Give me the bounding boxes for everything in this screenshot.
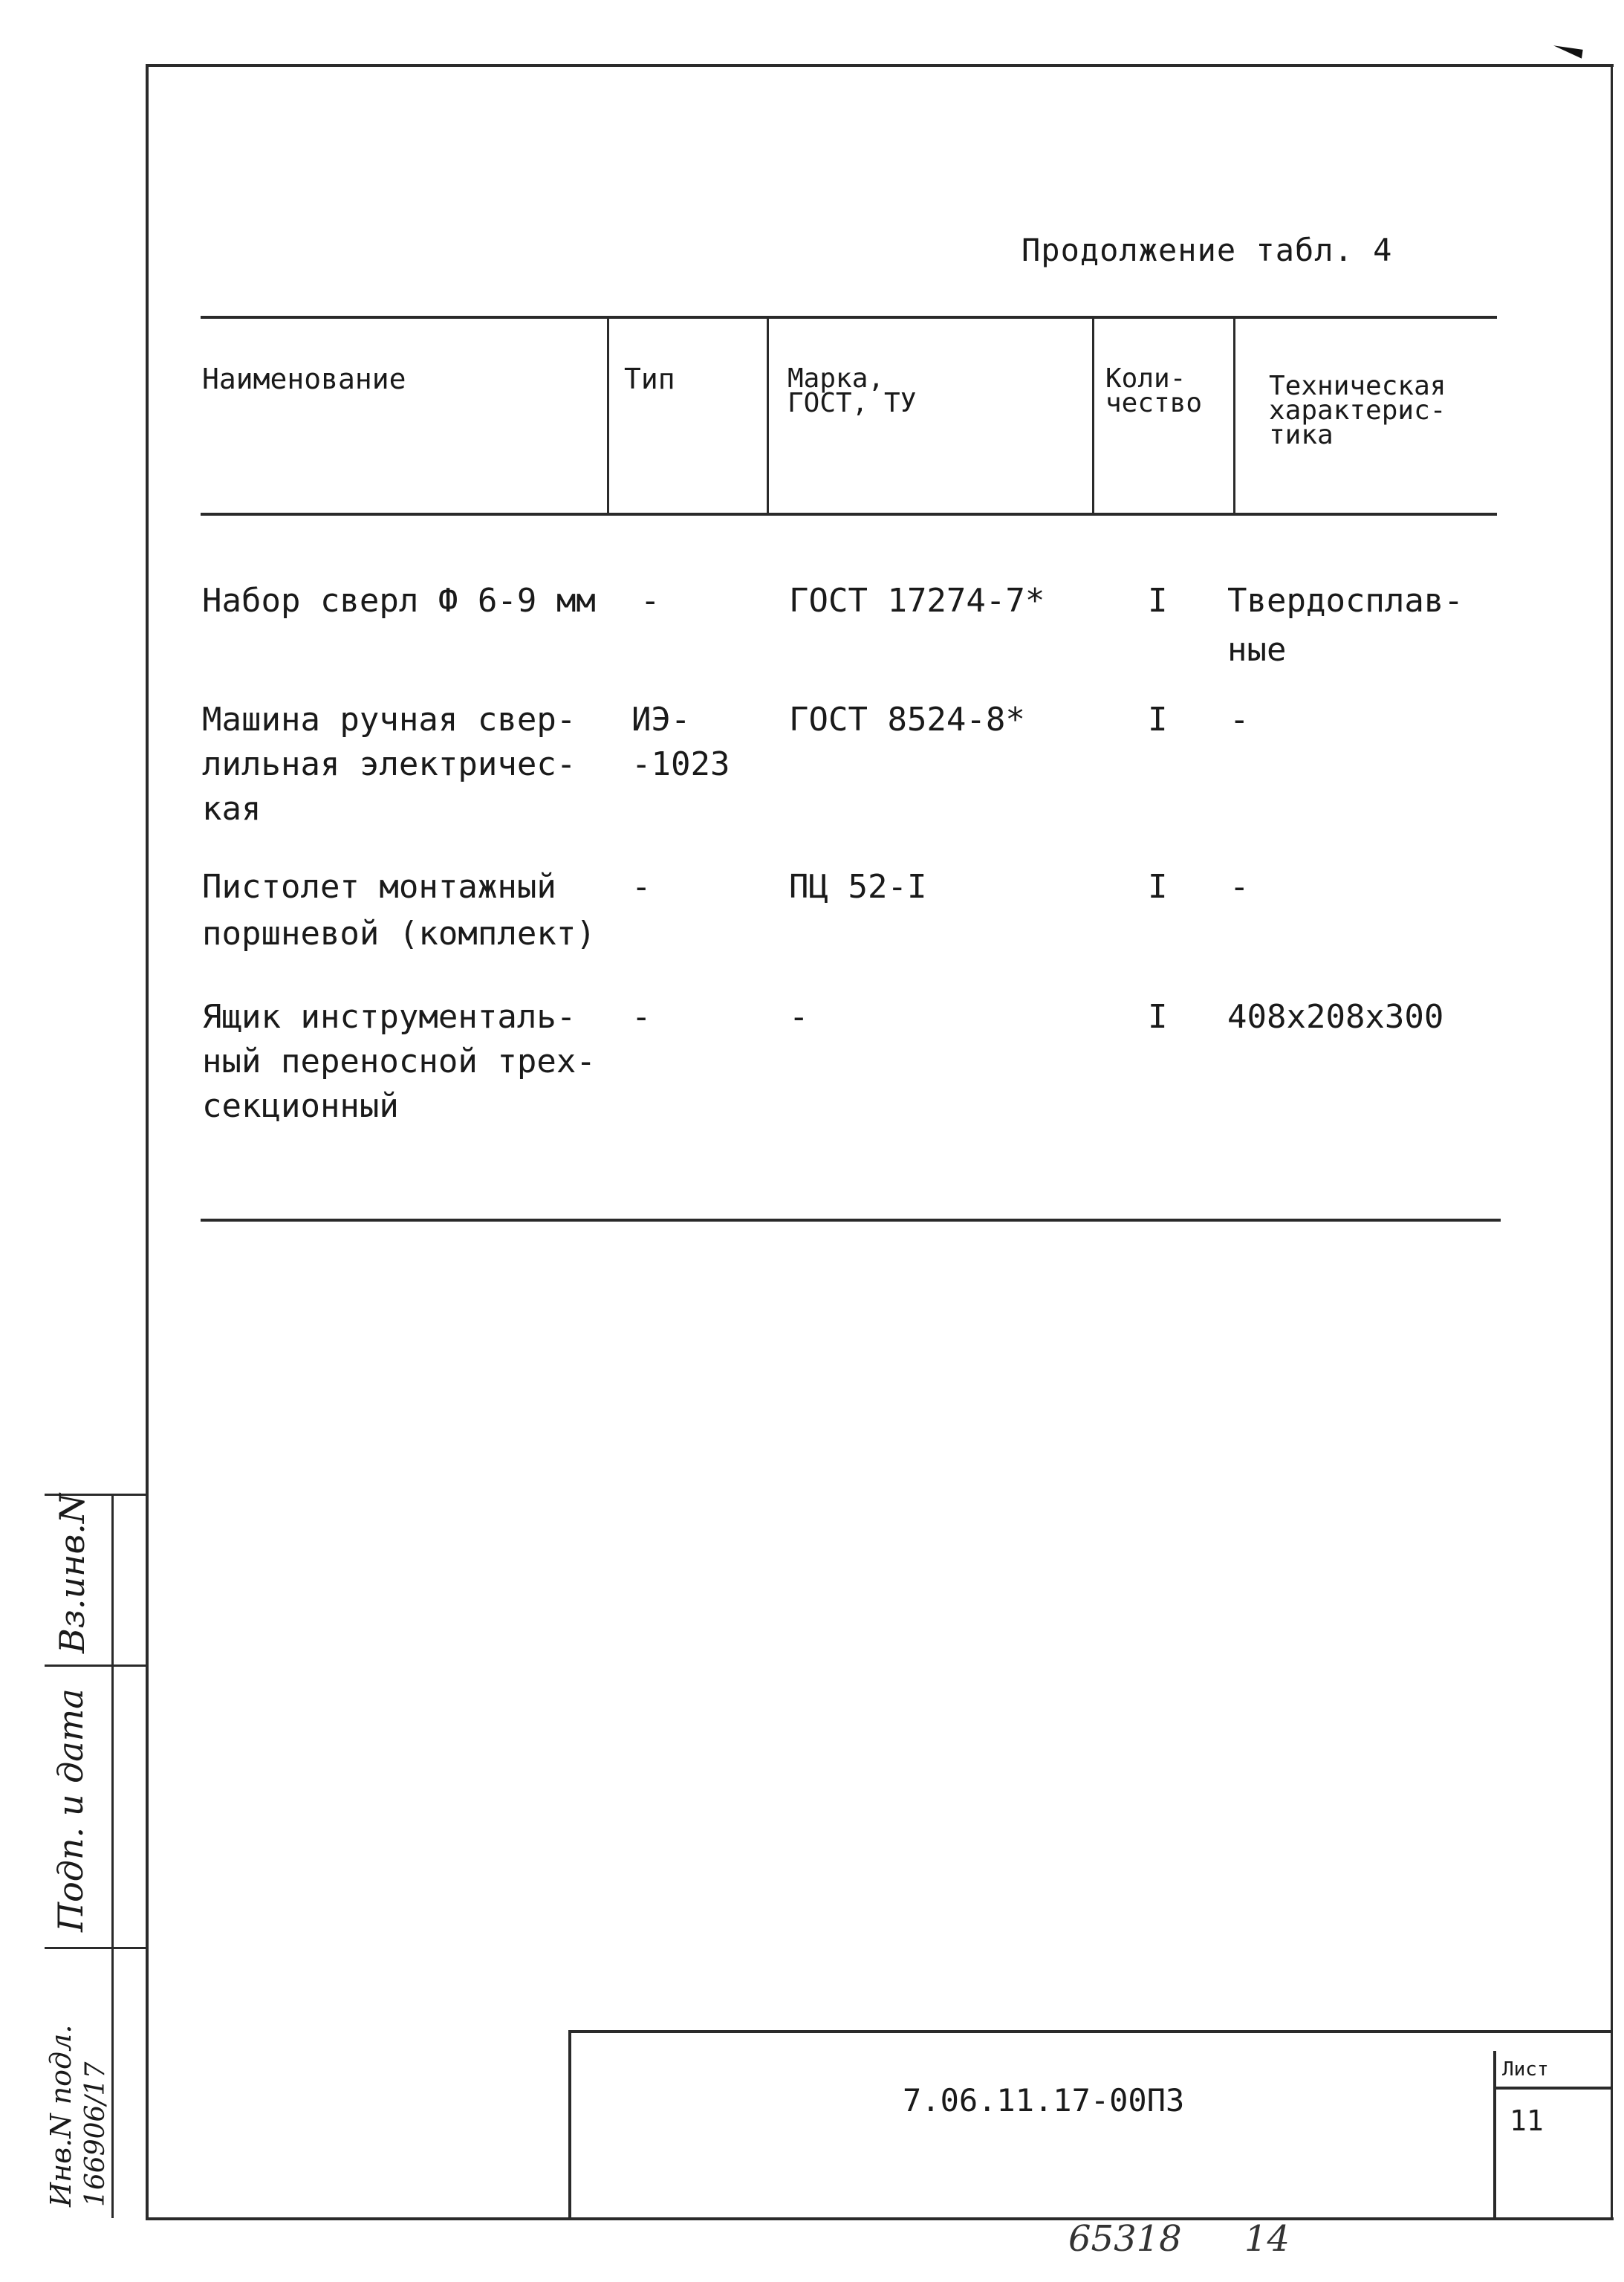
cell-type: ИЭ- bbox=[631, 701, 691, 739]
header-mark-line1: Марка, bbox=[787, 363, 885, 394]
cell-mark: ГОСТ 17274-7* bbox=[789, 582, 1045, 620]
header-divider-3 bbox=[1092, 316, 1094, 513]
cell-type: - bbox=[631, 868, 652, 906]
cell-spec: Твердосплав- bbox=[1227, 582, 1464, 620]
frame-top-border bbox=[149, 64, 1614, 67]
cell-name: ный переносной трех- bbox=[202, 1043, 596, 1080]
document-code: 7.06.11.17-00ПЗ bbox=[903, 2082, 1185, 2119]
table-header-rule bbox=[201, 513, 1497, 516]
sheet-cell-rule bbox=[1493, 2087, 1612, 2090]
header-spec-line3: тика bbox=[1269, 420, 1334, 450]
header-spec-line2: характерис- bbox=[1269, 395, 1446, 426]
cell-name: лильная электричес- bbox=[202, 745, 576, 783]
table-top-rule bbox=[201, 316, 1497, 319]
header-mark-line2: ГОСТ, ТУ bbox=[787, 388, 917, 418]
cell-type: -1023 bbox=[631, 745, 730, 783]
cell-mark: ГОСТ 8524-8* bbox=[789, 701, 1025, 739]
sheet-number: 11 bbox=[1510, 2104, 1544, 2137]
cell-name: Набор сверл Ф 6-9 мм bbox=[202, 582, 596, 620]
cell-name: поршневой (комплект) bbox=[202, 915, 596, 953]
title-block-top-rule bbox=[568, 2030, 1612, 2033]
cell-name: Ящик инструменталь- bbox=[202, 998, 576, 1036]
cell-spec: 408х208х300 bbox=[1227, 998, 1444, 1036]
table-bottom-rule bbox=[201, 1219, 1501, 1222]
cell-spec: - bbox=[1230, 868, 1250, 906]
stamp-inv-number: 166906/17 bbox=[80, 2061, 111, 2207]
frame-right-border bbox=[1611, 64, 1613, 2219]
header-divider-1 bbox=[607, 316, 609, 513]
title-block-left-edge bbox=[568, 2030, 571, 2217]
corner-mark bbox=[1552, 45, 1582, 58]
header-divider-4 bbox=[1233, 316, 1235, 513]
cell-type: - bbox=[640, 582, 660, 620]
cell-mark: - bbox=[789, 998, 809, 1036]
strip-rule-3 bbox=[45, 1947, 147, 1949]
stamp-replace-inv: Вз.инв.N bbox=[52, 1493, 92, 1653]
cell-type: - bbox=[631, 998, 652, 1036]
cell-spec: - bbox=[1230, 701, 1250, 739]
cell-qty: I bbox=[1148, 701, 1168, 739]
archive-number: 65318 bbox=[1068, 2218, 1182, 2260]
cell-name: кая bbox=[202, 790, 262, 828]
cell-name: секционный bbox=[202, 1087, 399, 1125]
cell-qty: I bbox=[1148, 998, 1168, 1036]
header-qty-line1: Коли- bbox=[1105, 363, 1186, 394]
cell-mark: ПЦ 52-I bbox=[789, 868, 927, 906]
cell-spec: ные bbox=[1227, 631, 1287, 669]
frame-bottom-border bbox=[146, 2217, 1614, 2220]
strip-rule-2 bbox=[45, 1665, 147, 1667]
header-name: Наименование bbox=[202, 363, 406, 395]
sheet-label: Лист bbox=[1502, 2058, 1549, 2081]
cell-qty: I bbox=[1148, 582, 1168, 620]
page-number: 14 bbox=[1244, 2218, 1290, 2260]
header-divider-2 bbox=[767, 316, 769, 513]
stamp-inv-original: Инв.N подл. bbox=[45, 2024, 77, 2207]
strip-divider bbox=[111, 1494, 114, 2218]
header-qty-line2: чество bbox=[1105, 388, 1203, 418]
cell-name: Машина ручная свер- bbox=[202, 701, 576, 739]
table-caption: Продолжение табл. 4 bbox=[1022, 232, 1393, 268]
header-type: Тип bbox=[624, 363, 675, 395]
frame-left-border bbox=[146, 64, 149, 2219]
stamp-sign-date: Подп. и дата bbox=[51, 1688, 91, 1932]
header-spec-line1: Техническая bbox=[1269, 371, 1446, 401]
cell-name: Пистолет монтажный bbox=[202, 868, 556, 906]
cell-qty: I bbox=[1148, 868, 1168, 906]
sheet-cell-divider bbox=[1493, 2051, 1496, 2217]
